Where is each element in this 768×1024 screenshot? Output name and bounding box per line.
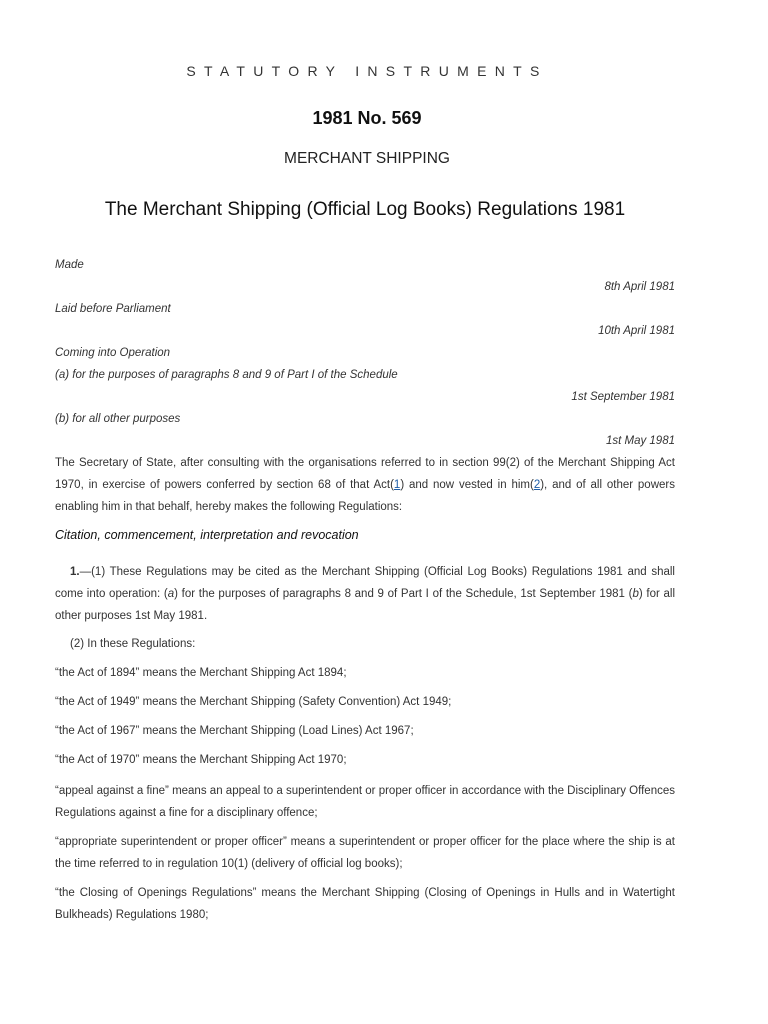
- made-label: Made: [55, 259, 84, 271]
- definition-item: “the Act of 1967” means the Merchant Shipping (Load Lines) Act 1967;: [55, 725, 414, 737]
- coming-b-label: (b) for all other purposes: [55, 413, 181, 425]
- instrument-number: 1981 No. 569: [312, 108, 422, 128]
- series-heading: STATUTORY INSTRUMENTS: [186, 63, 548, 79]
- definition-item: “the Act of 1949” means the Merchant Shipping (Safety Convention) Act 1949;: [55, 696, 452, 708]
- footnote-link-2[interactable]: 2: [533, 479, 541, 491]
- document-title: The Merchant Shipping (Official Log Books) Regulations 1981: [104, 199, 626, 220]
- laid-date: 10th April 1981: [598, 325, 675, 337]
- made-date: 8th April 1981: [604, 281, 675, 293]
- section-heading: Citation, commencement, interpretation and revocation: [55, 528, 359, 542]
- preamble-line-2: 1970, in exercise of powers conferred by section 68 of that Act(1) and now vested in him(2), and of all other powers: [55, 479, 675, 491]
- coming-a-date: 1st September 1981: [571, 391, 675, 403]
- footnote-link-1[interactable]: 1: [393, 479, 401, 491]
- subject-heading: MERCHANT SHIPPING: [284, 150, 450, 167]
- definition-item: “appeal against a fine” means an appeal to a superintendent or proper officer in accordance with the Disciplinary Offences Regulations against a fine for a disciplinary offence;: [55, 785, 675, 819]
- coming-label: Coming into Operation: [55, 347, 171, 359]
- definition-item: “the Closing of Openings Regulations” means the Merchant Shipping (Closing of Openings in Hulls and in Watertight Bulkheads) Regulations 1980;: [55, 887, 675, 921]
- definition-item: “the Act of 1894” means the Merchant Shipping Act 1894;: [55, 667, 347, 679]
- coming-b-date: 1st May 1981: [605, 435, 675, 447]
- preamble-line-3: enabling him in that behalf, hereby makes the following Regulations:: [55, 501, 403, 513]
- definition-item: “appropriate superintendent or proper officer” means a superintendent or proper officer for the place where the ship is at the time referred to in regulation 10(1) (delivery of official log books);: [55, 836, 675, 870]
- regulation-1-paragraph-1: 1.—(1) These Regulations may be cited as the Merchant Shipping (Official Log Books) Regulations 1981 and shall come into operation: (a) for the purposes of paragraphs 8 and 9 of Part I of the Schedule, 1st September 1981 (b) for all other purposes 1st May 1981.: [55, 566, 675, 622]
- coming-a-label: (a) for the purposes of paragraphs 8 and 9 of Part I of the Schedule: [55, 369, 398, 381]
- regulation-1-paragraph-2: (2) In these Regulations:: [70, 638, 196, 650]
- laid-label: Laid before Parliament: [55, 303, 171, 315]
- preamble-line-1: The Secretary of State, after consulting with the organisations referred to in section 99(2) of the Merchant Shipping Act: [55, 457, 675, 469]
- definition-item: “the Act of 1970” means the Merchant Shipping Act 1970;: [55, 754, 347, 766]
